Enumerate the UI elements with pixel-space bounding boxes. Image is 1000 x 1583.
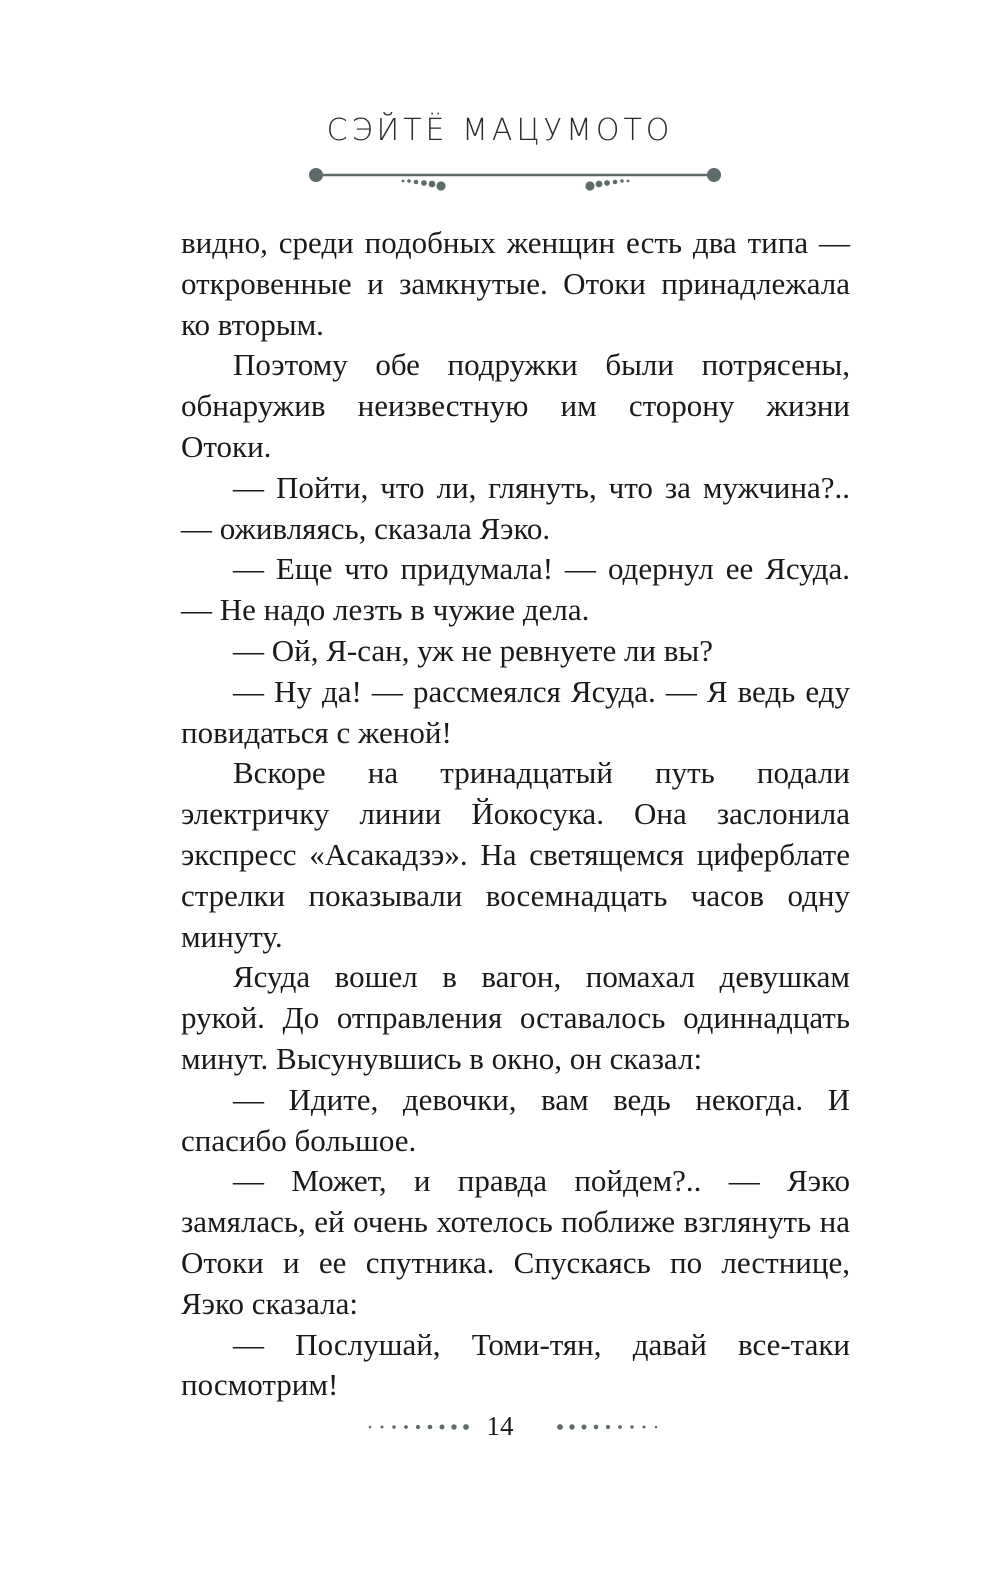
ornament-end-dot-right [707,168,721,182]
ornament-dot [627,180,630,183]
paragraph: Вскоре на тринадцатый путь подали электричку линии Йокосука. Она заслонила экспресс «Асакадзэ». На светящемся циферблате стрелки показывали восемнадцать часов одну минуту. [181,755,850,954]
paragraph: — Идите, девочки, вам ведь некогда. И спасибо большое. [181,1081,850,1158]
ornament-dot [604,180,610,186]
paragraph: — Послушай, Томи-тян, давай все-таки посмотрим! [181,1326,850,1403]
ornament-dot [407,179,411,183]
paragraph: видно, среди подобных женщин есть два типа — откровенные и замкнутые. Отоки принадлежала ко вторым. [181,225,850,342]
paragraph: — Ну да! — рассмеялся Ясуда. — Я ведь еду повидаться с женой! [181,673,850,750]
body-text [181,223,850,1406]
paragraph: — Пойти, что ли, глянуть, что за мужчина?.. — оживляясь, сказала Яэко. [181,469,850,546]
ornament-dot [421,180,427,186]
paragraph: — Может, и правда пойдем?.. — Яэко замялась, ей очень хотелось поближе взглянуть на Отоки и ее спутника. Спускаясь по лестнице, Яэко сказала: [181,1163,850,1321]
ornament-dot [620,179,624,183]
ornament-dot [613,180,618,185]
ornament-dot [414,180,419,185]
ornament-dot [402,180,405,183]
running-header-author: СЭЙТЁ МАЦУМОТО [326,113,674,148]
ornament-dot [585,181,594,190]
paragraph: Ясуда вошел в вагон, помахал девушкам рукой. До отправления оставалось одиннадцать минут. Высунувшись в окно, он сказал: [181,959,850,1076]
ornament-dot [436,181,445,190]
page-footer [0,1405,1000,1449]
paragraph: — Ой, Я-сан, уж не ревнуете ли вы? [233,632,714,668]
paragraph: Поэтому обе подружки были потрясены, обнаружив неизвестную им сторону жизни Отоки. [181,347,850,464]
page-number: 14 [486,1411,514,1441]
ornament-dot [429,181,436,188]
ornament-dot [596,181,603,188]
ornament-end-dot-left [309,168,323,182]
header-ornament [300,160,730,196]
paragraph: — Еще что придумала! — одернул ее Ясуда. — Не надо лезть в чужие дела. [181,551,850,628]
